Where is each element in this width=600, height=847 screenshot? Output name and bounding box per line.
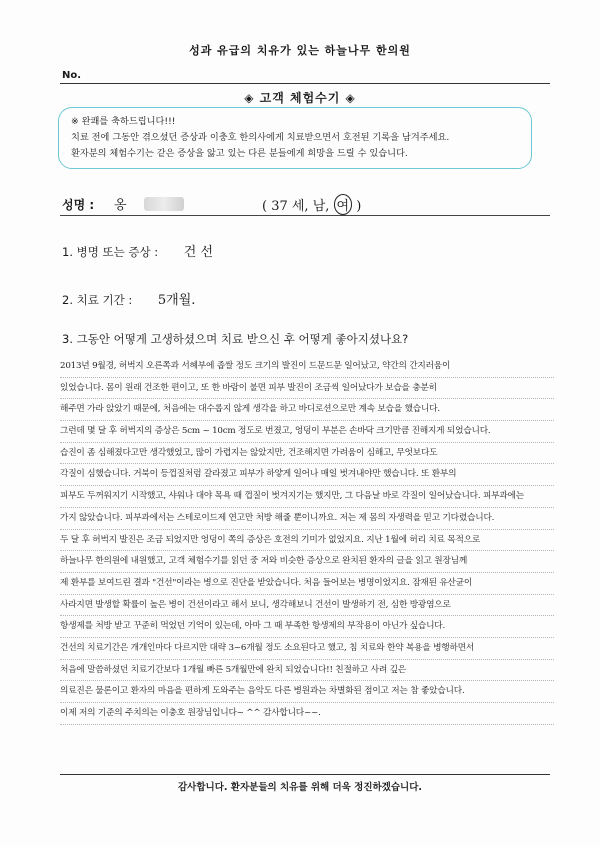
redacted-name-blur bbox=[144, 197, 184, 211]
patient-info-row bbox=[62, 196, 542, 214]
testimonial-line: 있었습니다. 몸이 원래 건조한 편이고, 또 한 바람이 불면 피부 발진이 조금씩 일어났다가 보습을 충분히 bbox=[60, 378, 554, 400]
header-divider bbox=[60, 83, 550, 84]
name-divider bbox=[60, 215, 550, 216]
testimonial-line: 가지 않았습니다. 피부과에서는 스테로이드제 연고만 처방 해줄 뿐이니까요. 저는 제 몸의 자생력을 믿고 기다렸습니다. bbox=[60, 508, 554, 530]
question-answer: 5개월. bbox=[157, 293, 196, 308]
testimonial-line: 해주면 가라 앉았기 때문에, 처음에는 대수롭지 않게 생각을 하고 바디로션으로만 계속 보습을 했습니다. bbox=[60, 399, 554, 421]
testimonial-line: 제 환부를 보여드린 결과 "건선"이라는 병으로 진단을 받았습니다. 처음 들어보는 병명이었지요. 잠재된 유산균이 bbox=[60, 573, 554, 595]
testimonial-line: 이제 저의 기준의 주치의는 이충호 원장님입니다~ ^^ 감사합니다~~. bbox=[60, 703, 554, 725]
question-experience bbox=[62, 331, 408, 347]
notice-line: 환자분의 체험수기는 같은 증상을 앓고 있는 다른 분들에게 희망을 드릴 수 있습니다. bbox=[71, 148, 408, 159]
clinic-header: 성과 유급의 치유가 있는 하늘나무 한의원 bbox=[189, 44, 411, 57]
testimonial-line: 각질이 심했습니다. 거북이 등껍질처럼 갈라졌고 피부가 하얗게 일어나 매일 벗겨내야만 했습니다. 또 환부의 bbox=[60, 464, 554, 486]
testimonial-line: 하늘나무 한의원에 내원했고, 고객 체험수기를 읽던 중 저와 비슷한 증상으로 완치된 환자의 글을 읽고 원장님께 bbox=[60, 551, 554, 573]
question-diagnosis bbox=[62, 241, 213, 260]
testimonial-line: 습진이 좀 심해졌다고만 생각했었고, 많이 가렵지는 않았지만, 건조해지면 가려움이 심해고, 무엇보다도 bbox=[60, 443, 554, 465]
notice-line: 치료 전에 그동안 겪으셨던 증상과 이충호 한의사에게 치료받으면서 호전된 기록을 남겨주세요. bbox=[71, 132, 450, 143]
question-duration bbox=[62, 289, 195, 308]
footer-divider bbox=[60, 774, 550, 775]
testimonial-line: 두 달 후 허벅지 발진은 조금 되었지만 엉덩이 쪽의 증상은 호전의 기미가 없었지요. 지난 1월에 허리 치료 목적으로 bbox=[60, 530, 554, 552]
testimonial-text bbox=[60, 356, 554, 725]
age-text: ( 37 세, 남, bbox=[262, 199, 330, 214]
age-suffix: ) bbox=[356, 199, 362, 214]
testimonial-line: 항생제를 처방 받고 꾸준히 먹었던 기억이 있는데, 아마 그 때 부족한 항생제의 부작용이 아닌가 싶습니다. bbox=[60, 616, 554, 638]
question-label: 3. 그동안 어떻게 고생하셨으며 치료 받으신 후 어떻게 좋아지셨나요? bbox=[62, 332, 409, 346]
patient-name: 옹 bbox=[114, 198, 127, 213]
notice-line: ※ 완쾌를 축하드립니다!!! bbox=[71, 116, 176, 127]
patient-age-gender bbox=[262, 194, 361, 215]
testimonial-line: 건선의 치료기간은 개개인마다 다르지만 대략 3~6개월 정도 소요된다고 했고, 침 치료와 한약 복용을 병행하면서 bbox=[60, 638, 554, 660]
testimonial-line: 2013년 9월경, 허벅지 오른쪽과 서혜부에 좁쌀 정도 크기의 발진이 드문드문 일어났고, 약간의 간지러움이 bbox=[60, 356, 554, 378]
testimonial-line: 그런데 몇 달 후 허벅지의 증상은 5cm ~ 10cm 정도로 번졌고, 엉덩이 부분은 손바닥 크기만큼 진해지게 되었습니다. bbox=[60, 421, 554, 443]
testimonial-line: 의료진은 물론이고 환자의 마음을 편하게 도와주는 음악도 다른 병원과는 차별화된 점이고 저는 참 좋았습니다. bbox=[60, 681, 554, 703]
question-answer: 건 선 bbox=[183, 245, 214, 260]
question-label: 1. 병명 또는 증상 : bbox=[62, 245, 159, 259]
page-title: ◈ 고객 체험수기 ◈ bbox=[244, 91, 356, 105]
testimonial-line: 사라지면 발생할 확률이 높은 병이 건선이라고 해서 보니, 생각해보니 건선이 발생하기 전, 심한 방광염으로 bbox=[60, 595, 554, 617]
question-label: 2. 치료 기간 : bbox=[62, 293, 133, 307]
notice-box bbox=[58, 107, 532, 169]
name-label: 성명 : bbox=[62, 198, 95, 212]
document-number-label: No. bbox=[62, 70, 82, 81]
footer-message: 감사합니다. 환자분들의 치유를 위해 더욱 정진하겠습니다. bbox=[177, 782, 422, 793]
testimonial-line: 처음에 말씀하셨던 치료기간보다 1개월 빠른 5개월만에 완치 되었습니다!! 친절하고 사려 깊은 bbox=[60, 660, 554, 682]
testimonial-line: 피부도 두꺼워지기 시작했고, 샤워나 대야 목욕 때 껍질이 벗겨지기는 했지만, 그 다음날 바로 각질이 일어났습니다. 피부과에는 bbox=[60, 486, 554, 508]
gender-selected: 여 bbox=[334, 194, 353, 215]
